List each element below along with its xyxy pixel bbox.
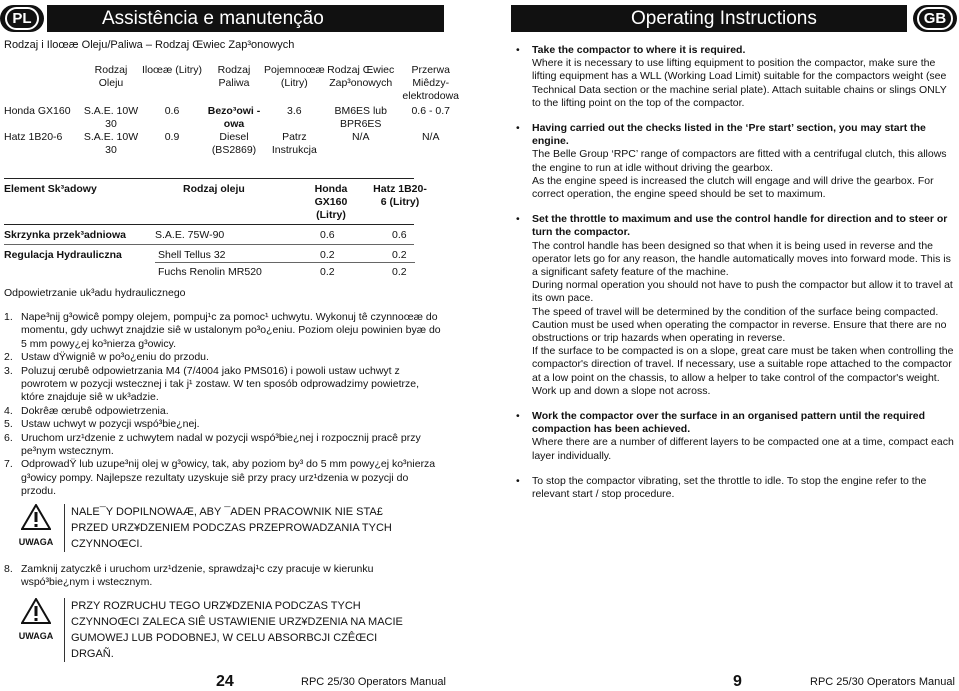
table-row bbox=[4, 131, 465, 157]
table-cell: Diesel (BS2869) bbox=[211, 131, 257, 156]
list-item bbox=[4, 365, 444, 405]
table-header-cell bbox=[4, 64, 82, 105]
bullet-paragraph: The speed of travel will be determined by the condition of the surface being compacted. bbox=[532, 305, 939, 318]
list-item bbox=[4, 432, 444, 459]
right-title-bar bbox=[511, 5, 907, 32]
table2-honda: 0.6 bbox=[320, 229, 335, 241]
step-text: Ustaw uchwyt w pozycji wspó³bie¿nej. bbox=[21, 418, 200, 431]
table2-hatz: 0.6 bbox=[392, 229, 407, 241]
page-number: 9 bbox=[733, 673, 742, 690]
list-item bbox=[4, 418, 444, 431]
table-cell: Honda GX160 bbox=[4, 105, 71, 117]
warning-triangle-icon bbox=[21, 598, 51, 624]
warning-box bbox=[8, 598, 403, 662]
table-cell: 0.6 - 0.7 bbox=[411, 105, 450, 117]
bullet-paragraph: Caution must be used when operating the compactor in reverse. Ensure that there are no obstructions or trip hazards when operating in reverse. bbox=[532, 318, 947, 345]
table-cell: N/A bbox=[421, 131, 440, 143]
oil-fuel-table bbox=[4, 64, 465, 157]
table2-element: Regulacja Hydrauliczna bbox=[4, 249, 122, 261]
table2-oil: Fuchs Renolin MR520 bbox=[158, 266, 262, 278]
table-cell: S.A.E. 10W 30 bbox=[83, 105, 139, 130]
bullet-paragraph: The control handle has been designed so that when it is being used in reverse and the operator lets go for any reason, the handle automatically moves into forward mode. This is a significant safety feature of the machine. bbox=[532, 239, 951, 279]
step-text: Dokrêæ œrubê odpowietrzenia. bbox=[21, 404, 169, 417]
step-text: Ustaw dŸwigniê w po³o¿eniu do przodu. bbox=[21, 351, 209, 364]
footer-text: RPC 25/30 Operators Manual bbox=[301, 676, 446, 688]
step-number: 7. bbox=[4, 458, 13, 471]
bullet-paragraph: Where it is necessary to use lifting equipment to position the compactor, make sure the lifting equipment has a WLL (Working Load Limit) suitable for the compactors weight (see Technical Data section or the machine serial plate). Attach suitable chains or slings ONLY to the lifting point on the top of the compactor. bbox=[532, 57, 947, 109]
step-text: OdprowadŸ lub uzupe³nij olej w g³owicy, tak, aby poziom by³ do 5 mm powy¿ej ko³nierza g³owicy pompy. Najlepsze rezultaty uzyskuje siê przy pracy urz¹dzenia w pozycji do przodu. bbox=[21, 458, 436, 498]
divider bbox=[4, 178, 414, 179]
step-text: Uruchom urz¹dzenie z uchwytem nadal w pozycji wspó³bie¿nej i rozpocznij pracê przy pe³nym wstecznym. bbox=[21, 431, 421, 458]
step-number: 6. bbox=[4, 431, 13, 444]
step-text: Nape³nij g³owicê pompy olejem, pompuj¹c za pomoc¹ uchwytu. Wykonuj tê czynnoœæ do momentu, gdy uchwyt znajdzie siê w ustalonym po³o¿eniu. Poziom oleju powinien byæ do 5 mm powy¿ej ko³nierza g³owicy. bbox=[21, 311, 441, 350]
list-item bbox=[4, 351, 444, 364]
bleed-steps-list bbox=[4, 311, 444, 499]
operating-instructions-list bbox=[516, 44, 954, 513]
table2-header-oil: Rodzaj oleju bbox=[183, 183, 245, 195]
table-header-cell: Przerwa Miêdzy-elektrodowa bbox=[402, 64, 460, 102]
table-header-row bbox=[4, 64, 465, 105]
warning-icon-block bbox=[8, 598, 64, 662]
bullet-heading: • Set the throttle to maximum and use the control handle for direction and to steer or turn the compactor. bbox=[532, 213, 948, 239]
bullet-heading: • Having carried out the checks listed in the ‘Pre start’ section, you may start the engine. bbox=[532, 122, 926, 148]
bullet-paragraph: The Belle Group ‘RPC’ range of compactors are fitted with a centrifugal clutch, this allows the engine to run at idle without driving the gearbox. bbox=[532, 148, 947, 174]
language-badge-gb bbox=[913, 5, 957, 32]
list-item bbox=[4, 405, 444, 418]
table2-honda: 0.2 bbox=[320, 249, 335, 261]
right-page-title: Operating Instructions bbox=[631, 7, 817, 29]
warning-label: UWAGA bbox=[18, 537, 54, 547]
list-item bbox=[516, 213, 954, 398]
language-badge-pl bbox=[0, 5, 44, 32]
step-text: Zamknij zatyczkê i uruchom urz¹dzenie, sprawdzaj¹c czy pracuje w kierunku wspó³bie¿nym i wstecznym. bbox=[21, 563, 374, 589]
table-cell: Patrz Instrukcja bbox=[271, 131, 317, 156]
table-cell: S.A.E. 10W 30 bbox=[83, 131, 139, 156]
right-header bbox=[511, 5, 959, 32]
left-title-bar bbox=[47, 5, 444, 32]
oil-fuel-subtitle: Rodzaj i Iloœæ Oleju/Paliwa – Rodzaj Œwiec Zap³onowych bbox=[4, 39, 295, 51]
divider bbox=[155, 262, 415, 263]
language-code: GB bbox=[917, 7, 954, 30]
list-item bbox=[516, 475, 954, 501]
step-text: Poluzuj œrubê odpowietrzania M4 (7/4004 jako PMS016) i powoli ustaw uchwyt z powrotem w pozycji wstecznej i tak j¹ zostaw. W ten sposób odprowadzimy powietrze, które znajduje siê w uk³adzie. bbox=[21, 364, 419, 404]
table-cell: 3.6 bbox=[287, 105, 302, 117]
table2-header-element: Element Sk³adowy bbox=[4, 183, 97, 195]
bullet-paragraph: As the engine speed is increased the clutch will engage and will drive the gearbox. For correct operation, the engine speed should be set to maximum. bbox=[532, 174, 934, 201]
table2-hatz: 0.2 bbox=[392, 266, 407, 278]
table-cell: N/A bbox=[351, 131, 370, 143]
list-item bbox=[4, 563, 444, 590]
table-header-cell: Rodzaj Oleju bbox=[94, 64, 128, 89]
table-cell: 0.9 bbox=[164, 131, 180, 143]
table-row bbox=[4, 105, 465, 131]
divider bbox=[4, 244, 414, 245]
warning-icon-block bbox=[8, 504, 64, 552]
step-number: 8. bbox=[4, 563, 13, 575]
table2-header-honda: Honda GX160 (Litry) bbox=[314, 183, 348, 221]
bullet-paragraph: • To stop the compactor vibrating, set the throttle to idle. To stop the engine refer to the relevant start / stop procedure. bbox=[532, 474, 927, 501]
list-item bbox=[4, 458, 444, 498]
step-number: 4. bbox=[4, 404, 13, 417]
table-header-cell: Rodzaj Œwiec Zap³onowych bbox=[327, 64, 395, 89]
page-number: 24 bbox=[216, 673, 234, 690]
table2-hatz: 0.2 bbox=[392, 249, 407, 261]
left-header bbox=[0, 5, 444, 32]
bullet-paragraph: During normal operation you should not have to push the compactor but allow it to travel at its own pace. bbox=[532, 279, 953, 305]
warning-text: PRZY ROZRUCHU TEGO URZ¥DZENIA PODCZAS TYCH CZYNNOŒCI ZALECA SIÊ USTAWIENIE URZ¥DZENIA NA MACIE GUMOWEJ LUB PODOBNEJ, W CELU ABSORBCJI CZÊŒCI DRGAÑ. bbox=[64, 598, 403, 662]
table-cell: 0.6 bbox=[164, 105, 180, 117]
table2-element: Skrzynka przek³adniowa bbox=[4, 229, 126, 241]
language-code: PL bbox=[5, 7, 38, 30]
footer-text: RPC 25/30 Operators Manual bbox=[810, 676, 955, 688]
table-cell: Bezo³owi -owa bbox=[207, 105, 261, 130]
warning-label: UWAGA bbox=[18, 631, 54, 641]
table2-honda: 0.2 bbox=[320, 266, 335, 278]
table2-header-hatz: Hatz 1B20-6 (Litry) bbox=[373, 183, 427, 208]
bullet-paragraph: If the surface to be compacted is on a slope, great care must be taken when controlling the compactor's direction of travel. If necessary, use a suitable rope attached to the compactor at a low point on the chassis, to allow a helper to take control of the compactor's weight. Work up and down a slope not across. bbox=[532, 345, 954, 397]
table-header-cell: Pojemnoœæ (Litry) bbox=[264, 64, 325, 89]
step-number: 5. bbox=[4, 418, 13, 431]
warning-box bbox=[8, 504, 401, 552]
left-page-title: Assistência e manutenção bbox=[102, 7, 324, 29]
list-item bbox=[4, 311, 444, 351]
bullet-heading: • Work the compactor over the surface in an organised pattern until the required compaction has been achieved. bbox=[532, 410, 926, 436]
list-item bbox=[516, 122, 954, 201]
step-number: 3. bbox=[4, 364, 13, 377]
warning-text: NALE¯Y DOPILNOWAÆ, ABY ¯ADEN PRACOWNIK NIE STA£ PRZED URZ¥DZENIEM PODCZAS PRZEPROWADZANIA TYCH CZYNNOŒCI. bbox=[64, 504, 401, 552]
table2-oil: Shell Tellus 32 bbox=[158, 249, 226, 261]
bullet-paragraph: Where there are a number of different layers to be compacted one at a time, compact each layer individually. bbox=[532, 436, 954, 462]
bullet-heading: • Take the compactor to where it is required. bbox=[532, 44, 746, 56]
table-cell: BM6ES lub BPR6ES bbox=[334, 105, 387, 130]
table2-oil: S.A.E. 75W-90 bbox=[155, 229, 225, 241]
divider bbox=[4, 224, 414, 225]
list-item bbox=[516, 44, 954, 110]
table-header-cell: Iloœæ (Litry) bbox=[141, 64, 203, 76]
table-cell: Hatz 1B20-6 bbox=[4, 131, 63, 143]
table-header-cell: Rodzaj Paliwa bbox=[217, 64, 251, 89]
step-number: 2. bbox=[4, 351, 13, 364]
section-title: Odpowietrzanie uk³adu hydraulicznego bbox=[4, 287, 186, 299]
warning-triangle-icon bbox=[21, 504, 51, 530]
step-number: 1. bbox=[4, 311, 13, 323]
list-item bbox=[516, 410, 954, 463]
